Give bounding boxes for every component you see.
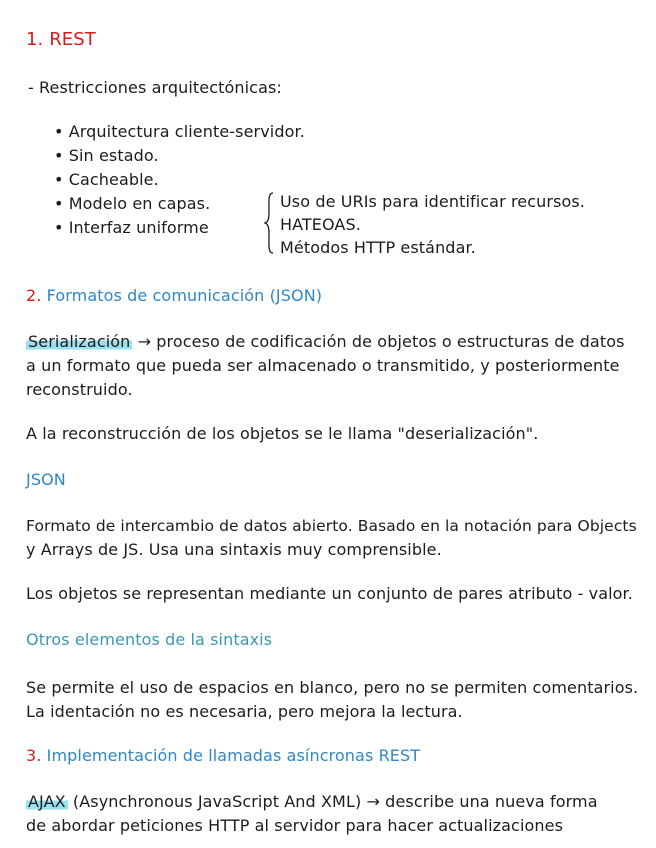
bullet-layered: • Modelo en capas. — [54, 194, 211, 213]
bullet-cacheable: • Cacheable. — [54, 170, 159, 189]
serialization-line-3: reconstruido. — [26, 380, 133, 399]
ajax-term: AJAX — [28, 792, 66, 811]
serialization-line-2: a un formato que pueda ser almacenado o transmitido, y posteriormente — [26, 356, 620, 375]
section-number: 3. — [26, 746, 47, 765]
other-syntax-title: Otros elementos de la sintaxis — [26, 630, 273, 649]
uniform-item-uris: Uso de URIs para identificar recursos. — [280, 192, 585, 211]
section-number: 2. — [26, 286, 47, 305]
uniform-item-http-methods: Métodos HTTP estándar. — [280, 238, 476, 257]
json-title: JSON — [26, 470, 66, 489]
serialization-def-1: → proceso de codificación de objetos o estructuras de datos — [137, 332, 625, 351]
bullet-stateless: • Sin estado. — [54, 146, 159, 165]
heading-formats-text — [26, 286, 322, 305]
json-line-2: y Arrays de JS. Usa una sintaxis muy comprensible. — [26, 540, 442, 559]
section-title: Formatos de comunicación (JSON) — [46, 286, 323, 305]
deserialization-line: A la reconstrucción de los objetos se le llama "deserialización". — [26, 424, 539, 443]
ajax-line-1 — [26, 792, 598, 812]
serialization-line-1 — [26, 332, 625, 352]
bullet-client-server: • Arquitectura cliente-servidor. — [54, 122, 305, 141]
curly-brace-icon — [264, 192, 274, 254]
heading-async-text — [26, 746, 420, 765]
ajax-line-2: de abordar peticiones HTTP al servidor para hacer actualizaciones — [26, 816, 564, 835]
section-title: Implementación de llamadas asíncronas REST — [46, 746, 421, 765]
heading-async — [26, 746, 420, 766]
serialization-term: Serialización — [28, 332, 131, 351]
heading-formats — [26, 286, 322, 306]
json-line-1: Formato de intercambio de datos abierto. Basado en la notación para Objects — [26, 517, 637, 535]
ajax-def-1: (Asynchronous JavaScript And XML) → describe una nueva forma — [72, 792, 598, 811]
heading-rest: 1. REST — [26, 29, 96, 50]
whitespace-line: Se permite el uso de espacios en blanco, pero no se permiten comentarios. — [26, 678, 639, 697]
bullet-uniform-interface: • Interfaz uniforme — [54, 218, 209, 237]
restrictions-title: - Restricciones arquitectónicas: — [28, 78, 282, 97]
uniform-item-hateoas: HATEOAS. — [280, 215, 361, 234]
objects-line: Los objetos se representan mediante un conjunto de pares atributo - valor. — [26, 584, 633, 603]
indentation-line: La identación no es necesaria, pero mejora la lectura. — [26, 702, 463, 721]
